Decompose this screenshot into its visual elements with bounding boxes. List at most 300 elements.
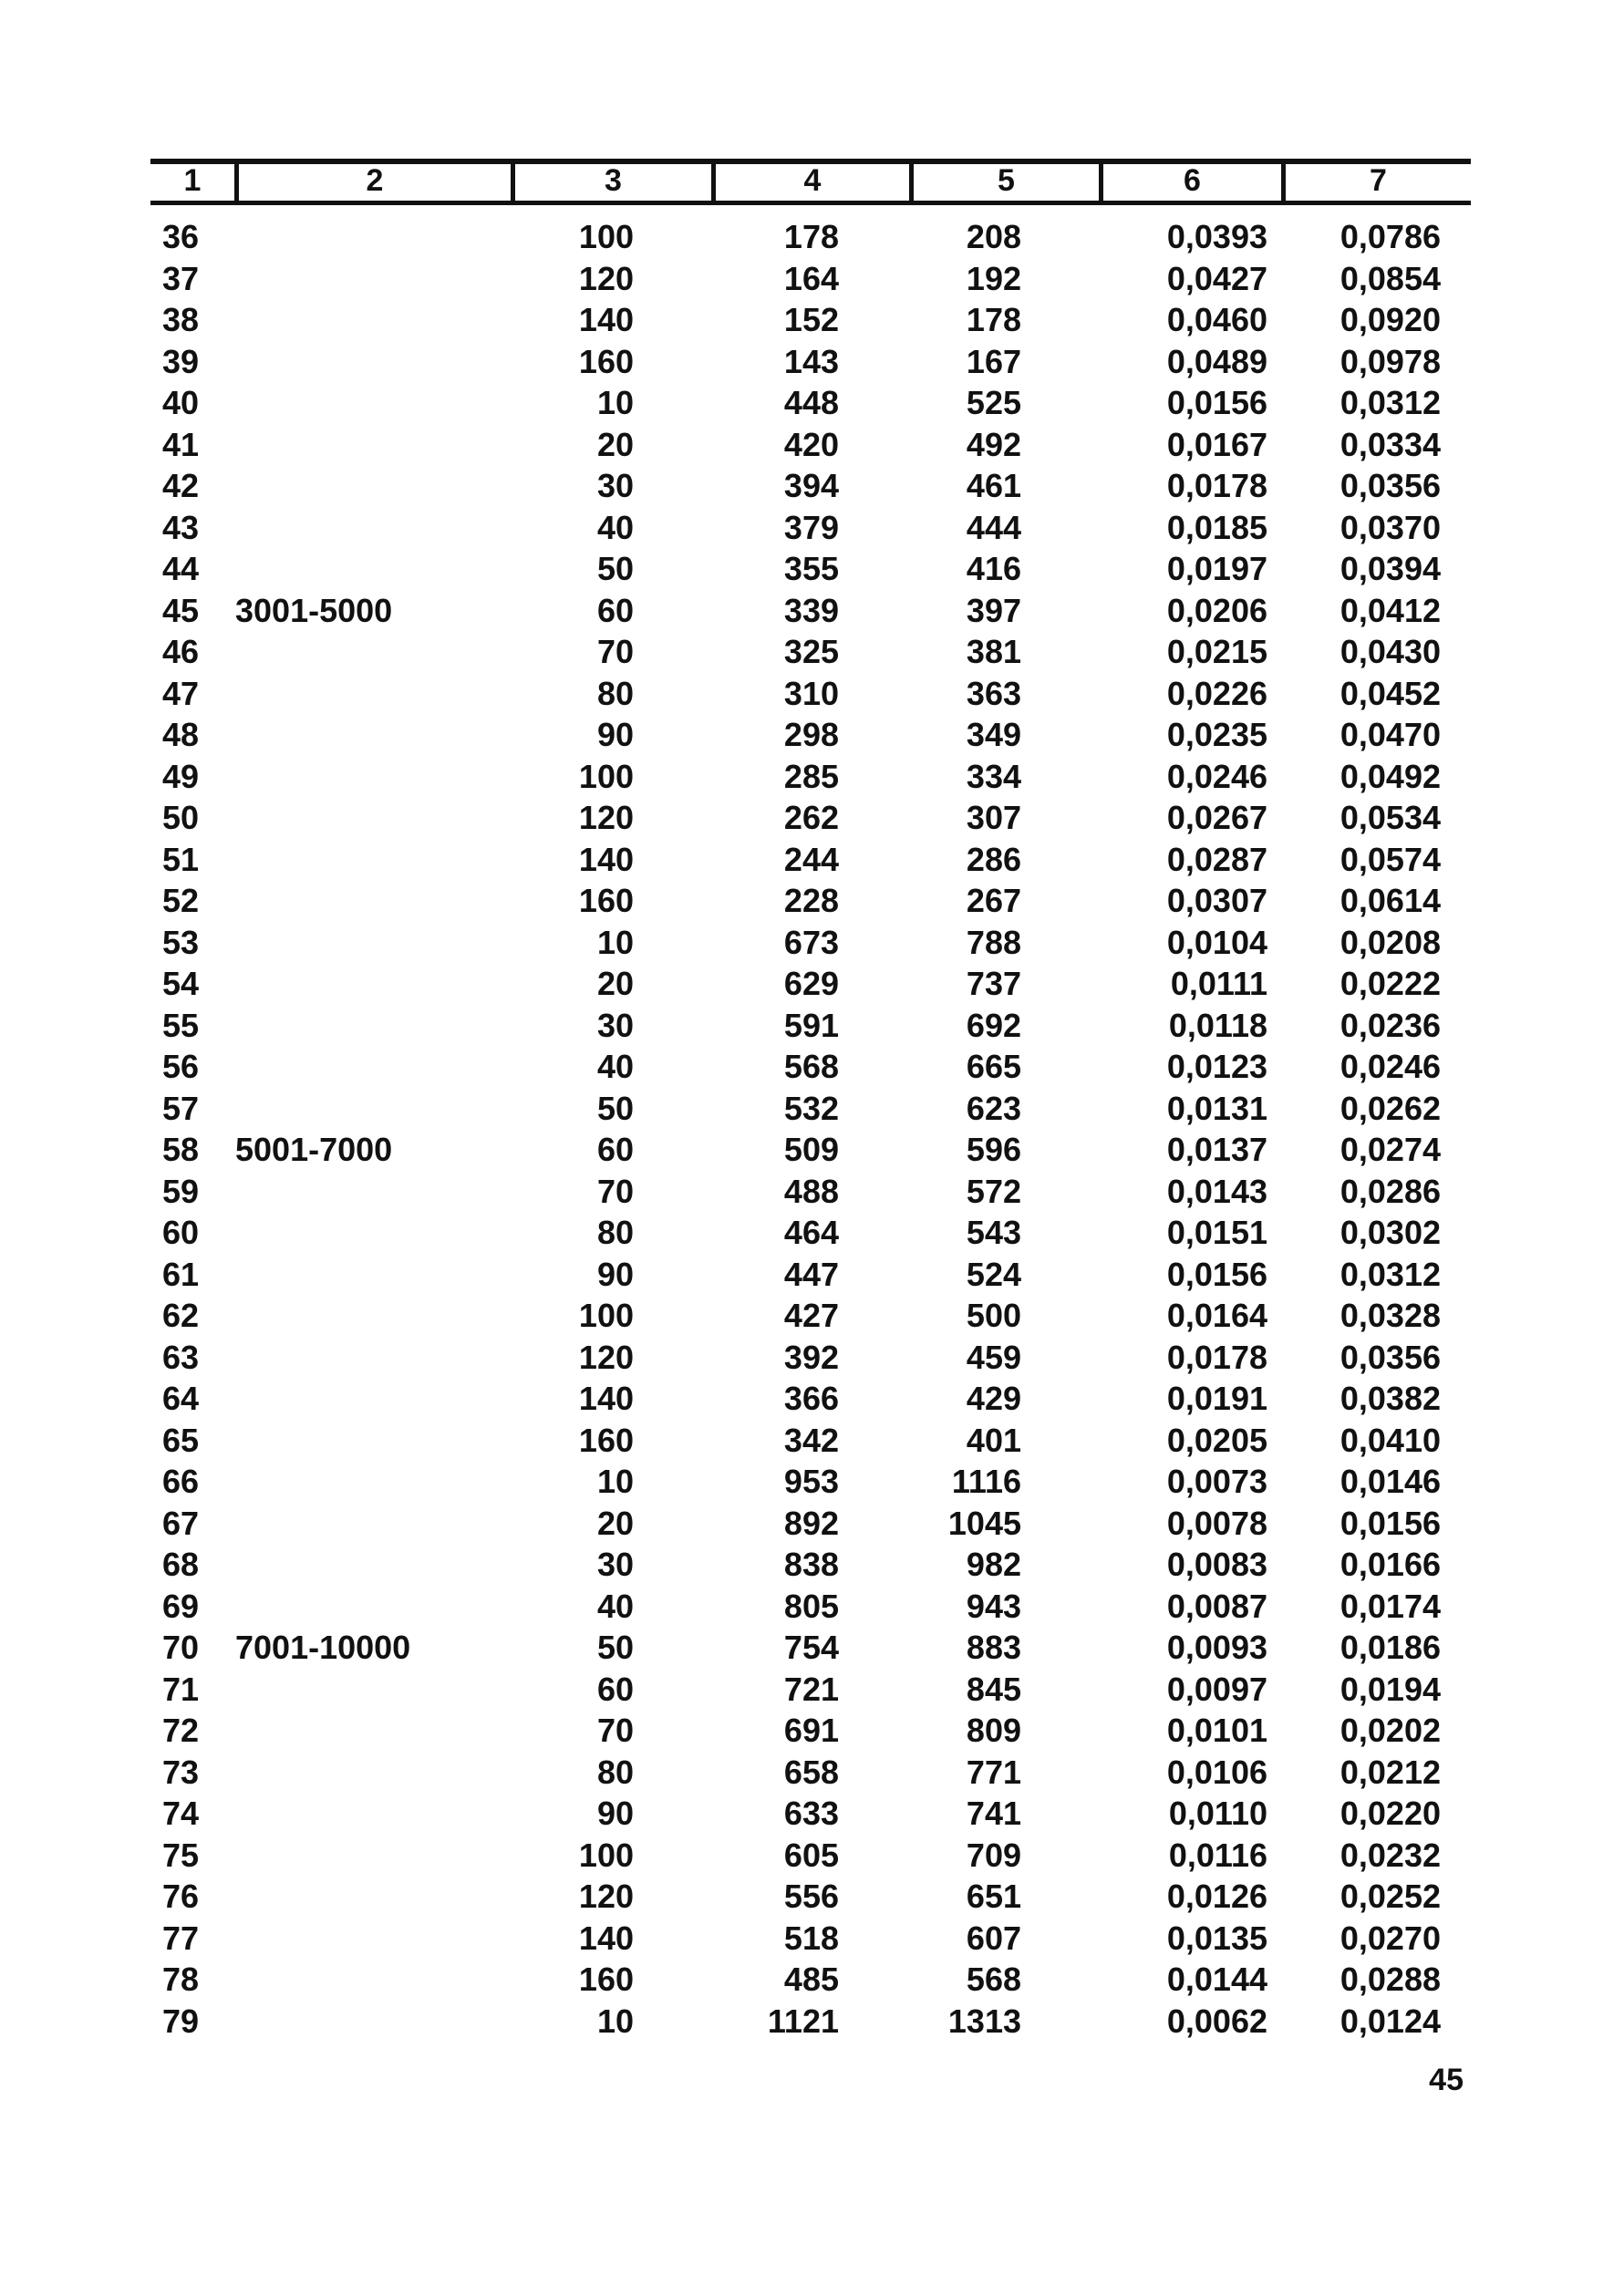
- table-cell-col-4: 298: [783, 716, 839, 753]
- table-cell-col-4: 244: [783, 840, 839, 878]
- table-cell-col-1: 43: [162, 508, 200, 546]
- table-row: [0, 1918, 1624, 1960]
- table-row: [0, 1420, 1624, 1462]
- table-cell-col-5: 349: [966, 716, 1021, 753]
- table-cell-col-5: 363: [966, 674, 1021, 712]
- table-cell-col-6: 0,0126: [1166, 1878, 1267, 1915]
- table-cell-col-1: 72: [162, 1712, 200, 1749]
- table-row: [0, 1503, 1624, 1545]
- table-cell-col-6: 0,0191: [1166, 1380, 1267, 1417]
- table-cell-col-1: 77: [162, 1919, 200, 1957]
- table-cell-col-7: 0,0356: [1340, 467, 1441, 504]
- table-cell-col-4: 339: [783, 591, 839, 629]
- table-cell-col-2: 3001-5000: [235, 591, 393, 629]
- table-cell-col-1: 59: [162, 1172, 200, 1210]
- table-cell-col-1: 68: [162, 1546, 200, 1583]
- table-cell-col-6: 0,0215: [1166, 633, 1267, 670]
- table-row: [0, 1005, 1624, 1047]
- table-cell-col-4: 355: [783, 550, 839, 587]
- table-cell-col-3: 50: [596, 1629, 634, 1666]
- table-cell-col-6: 0,0167: [1166, 425, 1267, 463]
- table-cell-col-5: 500: [966, 1297, 1021, 1334]
- table-cell-col-7: 0,0202: [1340, 1712, 1441, 1749]
- table-row: [0, 258, 1624, 300]
- table-cell-col-3: 160: [578, 1421, 634, 1459]
- column-header-3: 3: [605, 163, 622, 198]
- table-cell-col-5: 286: [966, 840, 1021, 878]
- table-cell-col-4: 591: [783, 1006, 839, 1044]
- table-cell-col-3: 140: [578, 1919, 634, 1957]
- table-row: [0, 797, 1624, 839]
- table-cell-col-7: 0,0452: [1340, 674, 1441, 712]
- table-cell-col-6: 0,0205: [1166, 1421, 1267, 1459]
- column-header-5: 5: [998, 163, 1015, 198]
- table-row: [0, 1959, 1624, 2001]
- table-cell-col-6: 0,0078: [1166, 1504, 1267, 1542]
- table-cell-col-4: 143: [783, 342, 839, 380]
- table-cell-col-7: 0,0978: [1340, 342, 1441, 380]
- table-cell-col-5: 845: [966, 1670, 1021, 1708]
- table-cell-col-5: 692: [966, 1006, 1021, 1044]
- table-cell-col-5: 883: [966, 1629, 1021, 1666]
- table-row: [0, 631, 1624, 673]
- table-cell-col-1: 44: [162, 550, 200, 587]
- column-header-6: 6: [1184, 163, 1201, 198]
- table-cell-col-7: 0,0156: [1340, 1504, 1441, 1542]
- table-cell-col-4: 325: [783, 633, 839, 670]
- table-cell-col-1: 60: [162, 1214, 200, 1251]
- table-cell-col-5: 543: [966, 1214, 1021, 1251]
- table-cell-col-3: 120: [578, 1338, 634, 1376]
- table-row: [0, 1835, 1624, 1877]
- table-cell-col-6: 0,0116: [1168, 1836, 1267, 1874]
- table-cell-col-1: 38: [162, 301, 200, 338]
- table-cell-col-5: 982: [966, 1546, 1021, 1583]
- table-cell-col-6: 0,0144: [1166, 1960, 1267, 1998]
- table-cell-col-6: 0,0083: [1166, 1546, 1267, 1583]
- table-row: [0, 2001, 1624, 2043]
- table-row: [0, 1544, 1624, 1586]
- table-row: [0, 839, 1624, 881]
- table-row: [0, 1793, 1624, 1835]
- table-cell-col-1: 54: [162, 965, 200, 1002]
- table-cell-col-1: 55: [162, 1006, 200, 1044]
- table-cell-col-3: 10: [596, 384, 634, 421]
- table-cell-col-3: 10: [596, 2002, 634, 2040]
- table-row: [0, 1586, 1624, 1628]
- table-cell-col-6: 0,0393: [1166, 218, 1267, 255]
- table-cell-col-6: 0,0131: [1166, 1089, 1267, 1127]
- table-cell-col-3: 50: [596, 550, 634, 587]
- table-cell-col-6: 0,0460: [1166, 301, 1267, 338]
- table-cell-col-7: 0,0146: [1340, 1463, 1441, 1500]
- table-row: [0, 673, 1624, 715]
- column-header-1: 1: [183, 163, 202, 198]
- table-cell-col-4: 691: [783, 1712, 839, 1749]
- table-row: [0, 382, 1624, 424]
- table-cell-col-5: 307: [966, 799, 1021, 836]
- table-cell-col-5: 334: [966, 757, 1021, 795]
- table-cell-col-5: 572: [966, 1172, 1021, 1210]
- table-cell-col-3: 10: [596, 1463, 634, 1500]
- table-cell-col-7: 0,0786: [1340, 218, 1441, 255]
- table-cell-col-3: 30: [596, 1006, 634, 1044]
- table-cell-col-6: 0,0178: [1166, 1338, 1267, 1376]
- table-cell-col-1: 64: [162, 1380, 200, 1417]
- table-cell-col-5: 709: [966, 1836, 1021, 1874]
- table-cell-col-7: 0,0270: [1340, 1919, 1441, 1957]
- table-row: [0, 1046, 1624, 1088]
- table-cell-col-5: 568: [966, 1960, 1021, 1998]
- table-cell-col-1: 58: [162, 1131, 200, 1168]
- table-cell-col-2: 7001-10000: [235, 1629, 411, 1666]
- table-cell-col-7: 0,0236: [1340, 1006, 1441, 1044]
- table-cell-col-6: 0,0087: [1166, 1587, 1267, 1625]
- table-cell-col-3: 30: [596, 1546, 634, 1583]
- table-cell-col-3: 140: [578, 301, 634, 338]
- table-cell-col-6: 0,0427: [1166, 259, 1267, 297]
- table-row: [0, 1254, 1624, 1296]
- table-row: [0, 299, 1624, 341]
- table-cell-col-4: 805: [783, 1587, 839, 1625]
- table-cell-col-6: 0,0287: [1166, 840, 1267, 878]
- page-number: 45: [1429, 2063, 1464, 2097]
- table-cell-col-1: 65: [162, 1421, 200, 1459]
- table-row: [0, 1088, 1624, 1130]
- table-cell-col-7: 0,0220: [1340, 1795, 1441, 1832]
- table-cell-col-4: 892: [783, 1504, 839, 1542]
- table-cell-col-3: 90: [596, 716, 634, 753]
- table-row: [0, 465, 1624, 507]
- table-body: [0, 216, 1624, 2042]
- table-cell-col-3: 100: [578, 1297, 634, 1334]
- table-cell-col-5: 771: [966, 1753, 1021, 1791]
- table-cell-col-7: 0,0334: [1340, 425, 1441, 463]
- table-cell-col-3: 80: [596, 674, 634, 712]
- table-cell-col-4: 568: [783, 1048, 839, 1085]
- table-cell-col-7: 0,0124: [1340, 2002, 1441, 2040]
- table-cell-col-6: 0,0110: [1168, 1795, 1267, 1832]
- table-row: [0, 963, 1624, 1005]
- table-cell-col-3: 30: [596, 467, 634, 504]
- table-cell-col-1: 37: [162, 259, 200, 297]
- table-cell-col-4: 1121: [767, 2002, 839, 2040]
- table-cell-col-4: 427: [783, 1297, 839, 1334]
- table-cell-col-7: 0,0232: [1340, 1836, 1441, 1874]
- table-row: [0, 1710, 1624, 1752]
- table-cell-col-6: 0,0206: [1166, 591, 1267, 629]
- table-cell-col-4: 556: [783, 1878, 839, 1915]
- table-row: [0, 1378, 1624, 1420]
- table-cell-col-5: 943: [966, 1587, 1021, 1625]
- table-cell-col-5: 397: [966, 591, 1021, 629]
- table-cell-col-5: 178: [966, 301, 1021, 338]
- table-cell-col-5: 788: [966, 923, 1021, 961]
- table-cell-col-7: 0,0470: [1340, 716, 1441, 753]
- table-cell-col-4: 420: [783, 425, 839, 463]
- table-cell-col-6: 0,0307: [1166, 882, 1267, 919]
- table-cell-col-4: 633: [783, 1795, 839, 1832]
- table-cell-col-5: 651: [966, 1878, 1021, 1915]
- table-cell-col-1: 42: [162, 467, 200, 504]
- table-cell-col-6: 0,0097: [1166, 1670, 1267, 1708]
- table-cell-col-4: 532: [783, 1089, 839, 1127]
- table-cell-col-7: 0,0312: [1340, 1255, 1441, 1293]
- table-cell-col-3: 120: [578, 799, 634, 836]
- table-cell-col-6: 0,0267: [1166, 799, 1267, 836]
- table-cell-col-5: 381: [966, 633, 1021, 670]
- table-cell-col-3: 20: [596, 1504, 634, 1542]
- table-cell-col-6: 0,0197: [1166, 550, 1267, 587]
- table-cell-col-3: 60: [596, 1670, 634, 1708]
- table-cell-col-5: 267: [966, 882, 1021, 919]
- table-cell-col-3: 90: [596, 1255, 634, 1293]
- table-cell-col-1: 36: [162, 218, 200, 255]
- table-row: [0, 548, 1624, 590]
- table-row: [0, 1212, 1624, 1254]
- column-header-7: 7: [1370, 163, 1387, 198]
- table-cell-col-5: 192: [966, 259, 1021, 297]
- table-row: [0, 880, 1624, 922]
- table-cell-col-4: 518: [783, 1919, 839, 1957]
- table-cell-col-4: 164: [783, 259, 839, 297]
- table-cell-col-3: 100: [578, 757, 634, 795]
- table-cell-col-2: 5001-7000: [235, 1131, 393, 1168]
- table-cell-col-1: 78: [162, 1960, 200, 1998]
- table-cell-col-7: 0,0920: [1340, 301, 1441, 338]
- table-row: [0, 714, 1624, 756]
- table-cell-col-3: 100: [578, 1836, 634, 1874]
- table-cell-col-5: 401: [966, 1421, 1021, 1459]
- table-cell-col-4: 310: [783, 674, 839, 712]
- table-cell-col-3: 70: [596, 1172, 634, 1210]
- table-row: [0, 922, 1624, 964]
- table-cell-col-7: 0,0166: [1340, 1546, 1441, 1583]
- table-cell-col-6: 0,0118: [1168, 1006, 1267, 1044]
- table-cell-col-6: 0,0111: [1170, 965, 1267, 1002]
- table-cell-col-1: 48: [162, 716, 200, 753]
- table-cell-col-4: 262: [783, 799, 839, 836]
- table-row: [0, 1461, 1624, 1503]
- table-cell-col-6: 0,0062: [1166, 2002, 1267, 2040]
- table-cell-col-7: 0,0194: [1340, 1670, 1441, 1708]
- table-row: [0, 1129, 1624, 1171]
- table-cell-col-7: 0,0246: [1340, 1048, 1441, 1085]
- table-cell-col-4: 285: [783, 757, 839, 795]
- table-row: [0, 216, 1624, 258]
- table-cell-col-5: 429: [966, 1380, 1021, 1417]
- table-cell-col-3: 160: [578, 882, 634, 919]
- table-cell-col-1: 50: [162, 799, 200, 836]
- table-cell-col-1: 52: [162, 882, 200, 919]
- table-cell-col-7: 0,0574: [1340, 840, 1441, 878]
- table-cell-col-1: 61: [162, 1255, 200, 1293]
- table-cell-col-1: 73: [162, 1753, 200, 1791]
- table-cell-col-4: 178: [783, 218, 839, 255]
- table-row: [0, 1669, 1624, 1711]
- table-row: [0, 1337, 1624, 1379]
- table-cell-col-3: 80: [596, 1753, 634, 1791]
- table-cell-col-6: 0,0104: [1166, 923, 1267, 961]
- table-cell-col-5: 1116: [951, 1463, 1021, 1500]
- table-cell-col-1: 66: [162, 1463, 200, 1500]
- table-cell-col-6: 0,0185: [1166, 508, 1267, 546]
- table-cell-col-1: 63: [162, 1338, 200, 1376]
- table-cell-col-5: 416: [966, 550, 1021, 587]
- table-cell-col-3: 20: [596, 425, 634, 463]
- table-cell-col-5: 461: [966, 467, 1021, 504]
- table-cell-col-1: 76: [162, 1878, 200, 1915]
- table-cell-col-7: 0,0410: [1340, 1421, 1441, 1459]
- table-cell-col-3: 160: [578, 1960, 634, 1998]
- table-row: [0, 1876, 1624, 1918]
- table-cell-col-3: 80: [596, 1214, 634, 1251]
- table-cell-col-7: 0,0312: [1340, 384, 1441, 421]
- table-cell-col-1: 41: [162, 425, 200, 463]
- table-cell-col-3: 40: [596, 1048, 634, 1085]
- table-cell-col-3: 160: [578, 342, 634, 380]
- table-cell-col-1: 56: [162, 1048, 200, 1085]
- table-cell-col-7: 0,0174: [1340, 1587, 1441, 1625]
- table-cell-col-7: 0,0252: [1340, 1878, 1441, 1915]
- table-row: [0, 1627, 1624, 1669]
- table-cell-col-1: 71: [162, 1670, 200, 1708]
- table-cell-col-7: 0,0430: [1340, 633, 1441, 670]
- table-cell-col-7: 0,0854: [1340, 259, 1441, 297]
- table-cell-col-5: 1045: [947, 1504, 1021, 1542]
- table-cell-col-5: 596: [966, 1131, 1021, 1168]
- table-cell-col-7: 0,0412: [1340, 591, 1441, 629]
- table-cell-col-4: 366: [783, 1380, 839, 1417]
- table-cell-col-4: 488: [783, 1172, 839, 1210]
- table-cell-col-1: 75: [162, 1836, 200, 1874]
- table-cell-col-1: 57: [162, 1089, 200, 1127]
- table-cell-col-3: 60: [596, 591, 634, 629]
- table-cell-col-7: 0,0288: [1340, 1960, 1441, 1998]
- table-cell-col-5: 524: [966, 1255, 1021, 1293]
- table-cell-col-1: 49: [162, 757, 200, 795]
- table-cell-col-1: 51: [162, 840, 200, 878]
- table-row: [0, 1752, 1624, 1794]
- table-cell-col-6: 0,0123: [1166, 1048, 1267, 1085]
- table-cell-col-5: 737: [966, 965, 1021, 1002]
- table-cell-col-5: 208: [966, 218, 1021, 255]
- table-cell-col-6: 0,0143: [1166, 1172, 1267, 1210]
- table-cell-col-1: 47: [162, 674, 200, 712]
- column-header-4: 4: [803, 163, 822, 198]
- table-cell-col-5: 809: [966, 1712, 1021, 1749]
- table-cell-col-4: 342: [783, 1421, 839, 1459]
- table-cell-col-4: 673: [783, 923, 839, 961]
- table-row: [0, 590, 1624, 632]
- table-cell-col-4: 721: [783, 1670, 839, 1708]
- table-cell-col-1: 79: [162, 2002, 200, 2040]
- table-cell-col-7: 0,0370: [1340, 508, 1441, 546]
- table-cell-col-6: 0,0137: [1166, 1131, 1267, 1168]
- table-cell-col-5: 459: [966, 1338, 1021, 1376]
- table-cell-col-5: 525: [966, 384, 1021, 421]
- table-cell-col-5: 741: [966, 1795, 1021, 1832]
- table-cell-col-3: 140: [578, 1380, 634, 1417]
- table-cell-col-6: 0,0156: [1166, 384, 1267, 421]
- table-cell-col-6: 0,0093: [1166, 1629, 1267, 1666]
- table-cell-col-5: 167: [966, 342, 1021, 380]
- table-cell-col-1: 69: [162, 1587, 200, 1625]
- table-cell-col-1: 45: [162, 591, 200, 629]
- table-cell-col-3: 60: [596, 1131, 634, 1168]
- table-cell-col-6: 0,0178: [1166, 467, 1267, 504]
- table-cell-col-3: 70: [596, 633, 634, 670]
- table-cell-col-3: 120: [578, 259, 634, 297]
- table-cell-col-5: 665: [966, 1048, 1021, 1085]
- table-cell-col-5: 623: [966, 1089, 1021, 1127]
- table-cell-col-6: 0,0226: [1166, 674, 1267, 712]
- table-cell-col-6: 0,0106: [1166, 1753, 1267, 1791]
- table-cell-col-7: 0,0262: [1340, 1089, 1441, 1127]
- table-cell-col-5: 444: [966, 508, 1021, 546]
- table-cell-col-3: 40: [596, 508, 634, 546]
- table-cell-col-4: 152: [783, 301, 839, 338]
- table-cell-col-7: 0,0382: [1340, 1380, 1441, 1417]
- table-cell-col-7: 0,0302: [1340, 1214, 1441, 1251]
- table-cell-col-1: 53: [162, 923, 200, 961]
- table-cell-col-5: 492: [966, 425, 1021, 463]
- table-cell-col-4: 448: [783, 384, 839, 421]
- table-cell-col-7: 0,0222: [1340, 965, 1441, 1002]
- table-cell-col-3: 50: [596, 1089, 634, 1127]
- table-cell-col-4: 392: [783, 1338, 839, 1376]
- table-cell-col-4: 754: [783, 1629, 839, 1666]
- table-row: [0, 756, 1624, 798]
- table-cell-col-6: 0,0156: [1166, 1255, 1267, 1293]
- table-cell-col-3: 20: [596, 965, 634, 1002]
- table-cell-col-3: 40: [596, 1587, 634, 1625]
- table-cell-col-4: 228: [783, 882, 839, 919]
- table-cell-col-6: 0,0235: [1166, 716, 1267, 753]
- table-row: [0, 424, 1624, 466]
- table-cell-col-3: 10: [596, 923, 634, 961]
- column-header-2: 2: [366, 163, 384, 198]
- table-cell-col-4: 605: [783, 1836, 839, 1874]
- table-cell-col-3: 140: [578, 840, 634, 878]
- table-cell-col-6: 0,0164: [1166, 1297, 1267, 1334]
- table-row: [0, 507, 1624, 549]
- table-cell-col-3: 100: [578, 218, 634, 255]
- table-cell-col-1: 46: [162, 633, 200, 670]
- table-cell-col-3: 120: [578, 1878, 634, 1915]
- table-cell-col-3: 90: [596, 1795, 634, 1832]
- table-cell-col-7: 0,0492: [1340, 757, 1441, 795]
- table-cell-col-7: 0,0274: [1340, 1131, 1441, 1168]
- table-cell-col-1: 74: [162, 1795, 200, 1832]
- table-cell-col-6: 0,0246: [1166, 757, 1267, 795]
- table-row: [0, 1295, 1624, 1337]
- table-row: [0, 341, 1624, 383]
- table-cell-col-6: 0,0073: [1166, 1463, 1267, 1500]
- table-cell-col-3: 70: [596, 1712, 634, 1749]
- table-cell-col-6: 0,0489: [1166, 342, 1267, 380]
- table-cell-col-1: 62: [162, 1297, 200, 1334]
- table-cell-col-1: 70: [162, 1629, 200, 1666]
- table-cell-col-4: 485: [783, 1960, 839, 1998]
- table-cell-col-7: 0,0328: [1340, 1297, 1441, 1334]
- table-cell-col-4: 394: [783, 467, 839, 504]
- table-cell-col-1: 39: [162, 342, 200, 380]
- table-cell-col-7: 0,0186: [1340, 1629, 1441, 1666]
- table-cell-col-6: 0,0101: [1166, 1712, 1267, 1749]
- table-cell-col-5: 1313: [947, 2002, 1021, 2040]
- table-cell-col-7: 0,0212: [1340, 1753, 1441, 1791]
